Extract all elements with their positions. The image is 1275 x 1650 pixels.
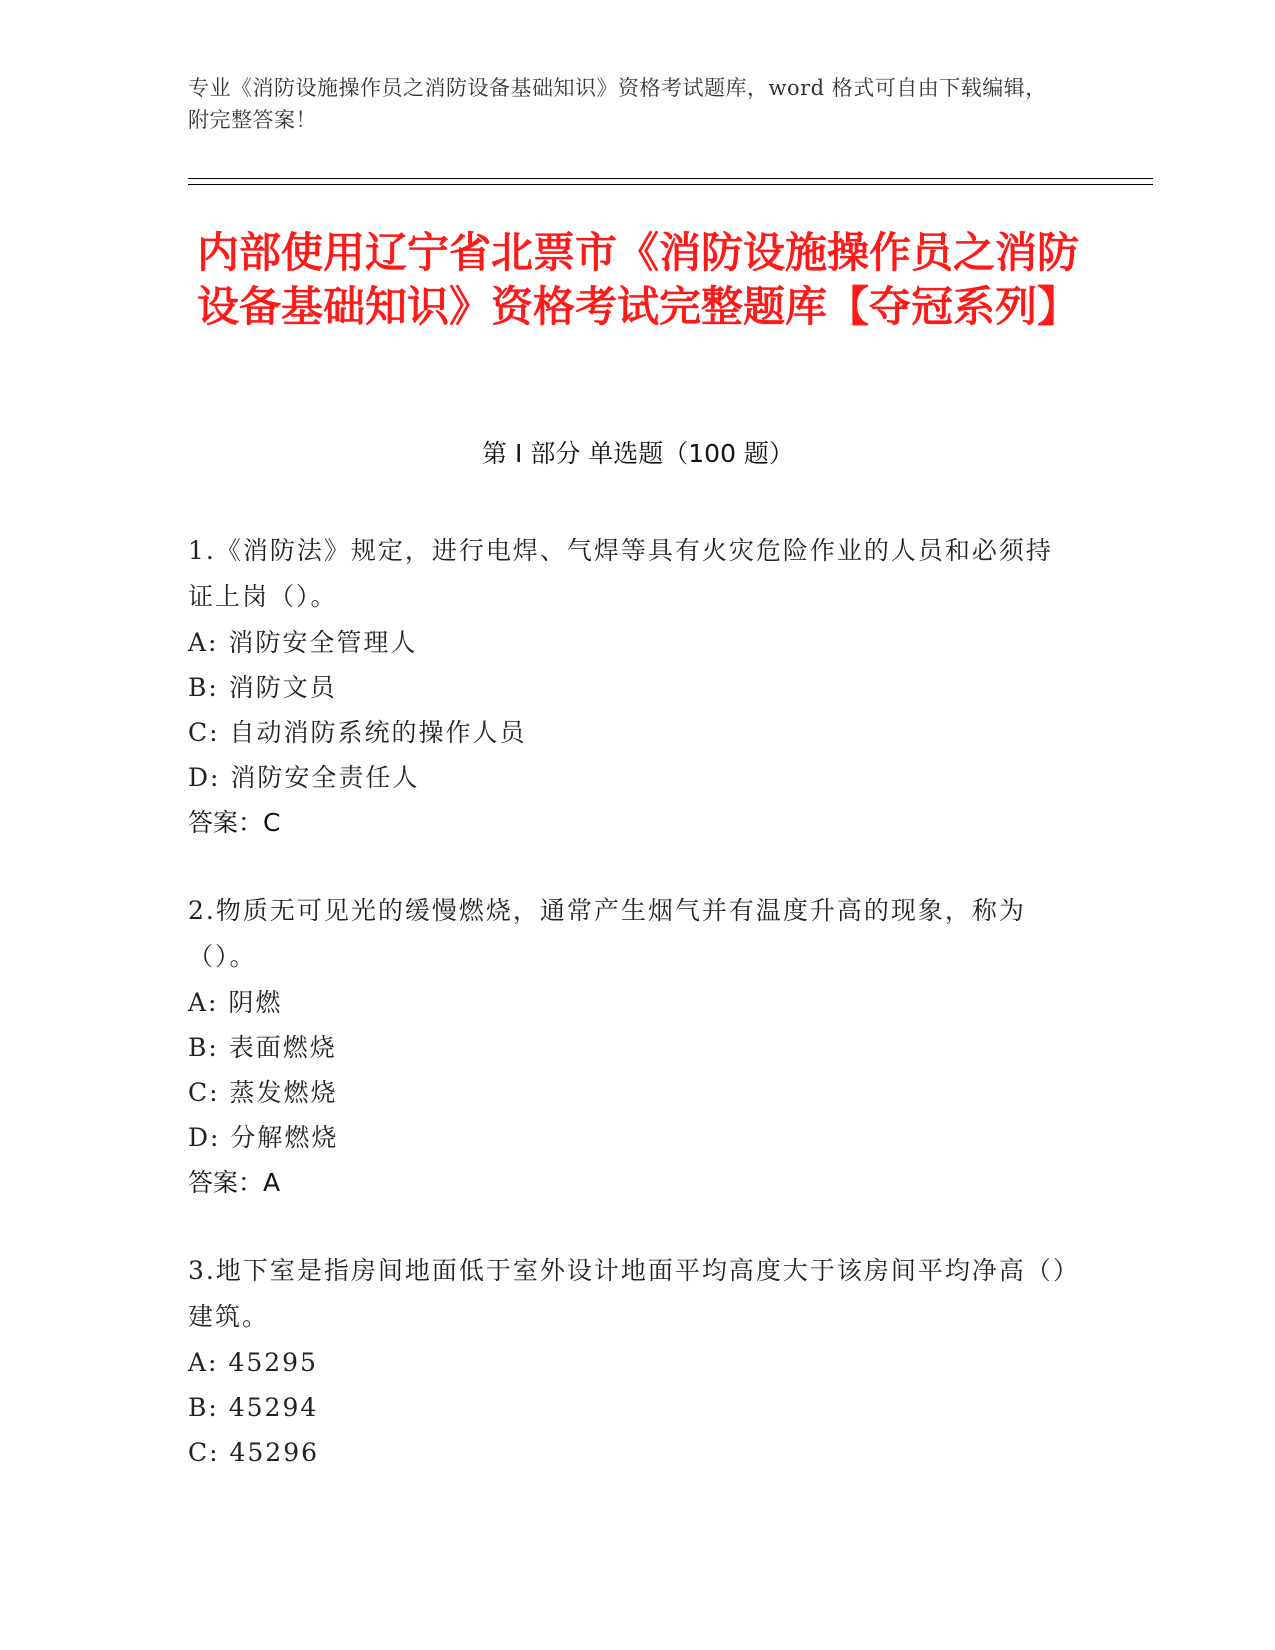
header-divider-bottom bbox=[188, 184, 1153, 185]
question-option-a: A: 阴燃 bbox=[188, 988, 283, 1017]
question-option-a: A: 45295 bbox=[188, 1348, 318, 1377]
question-answer: 答案：A bbox=[188, 1168, 281, 1197]
question-option-b: B: 消防文员 bbox=[188, 673, 337, 702]
question-answer: 答案：C bbox=[188, 808, 281, 837]
question-item bbox=[188, 528, 1068, 846]
question-option-b: B: 表面燃烧 bbox=[188, 1033, 337, 1062]
question-option-d: D: 分解燃烧 bbox=[188, 1123, 339, 1152]
question-option-b: B: 45294 bbox=[188, 1393, 319, 1422]
header-divider-top bbox=[188, 178, 1153, 179]
question-option-d: D: 消防安全责任人 bbox=[188, 763, 420, 792]
question-option-c: C: 蒸发燃烧 bbox=[188, 1078, 338, 1107]
question-stem: 1.《消防法》规定，进行电焊、气焊等具有火灾危险作业的人员和必须持证上岗（）。 bbox=[188, 536, 1053, 611]
question-option-c: C: 自动消防系统的操作人员 bbox=[188, 718, 527, 747]
section-title: 第 I 部分 单选题（100 题） bbox=[482, 439, 794, 468]
question-option-c: C: 45296 bbox=[188, 1438, 320, 1467]
question-item bbox=[188, 1248, 1068, 1475]
question-stem: 2.物质无可见光的缓慢燃烧，通常产生烟气并有温度升高的现象，称为（）。 bbox=[188, 896, 1026, 971]
question-item bbox=[188, 888, 1068, 1206]
document-title: 内部使用辽宁省北票市《消防设施操作员之消防设备基础知识》资格考试完整题库【夺冠系列】 bbox=[196, 228, 1079, 331]
question-stem: 3.地下室是指房间地面低于室外设计地面平均高度大于该房间平均净高（）建筑。 bbox=[188, 1256, 1068, 1331]
question-option-a: A: 消防安全管理人 bbox=[188, 628, 418, 657]
question-list bbox=[188, 528, 1068, 1517]
header-note: 专业《消防设施操作员之消防设备基础知识》资格考试题库，word 格式可自由下载编辑，附完整答案！ bbox=[188, 76, 1047, 132]
